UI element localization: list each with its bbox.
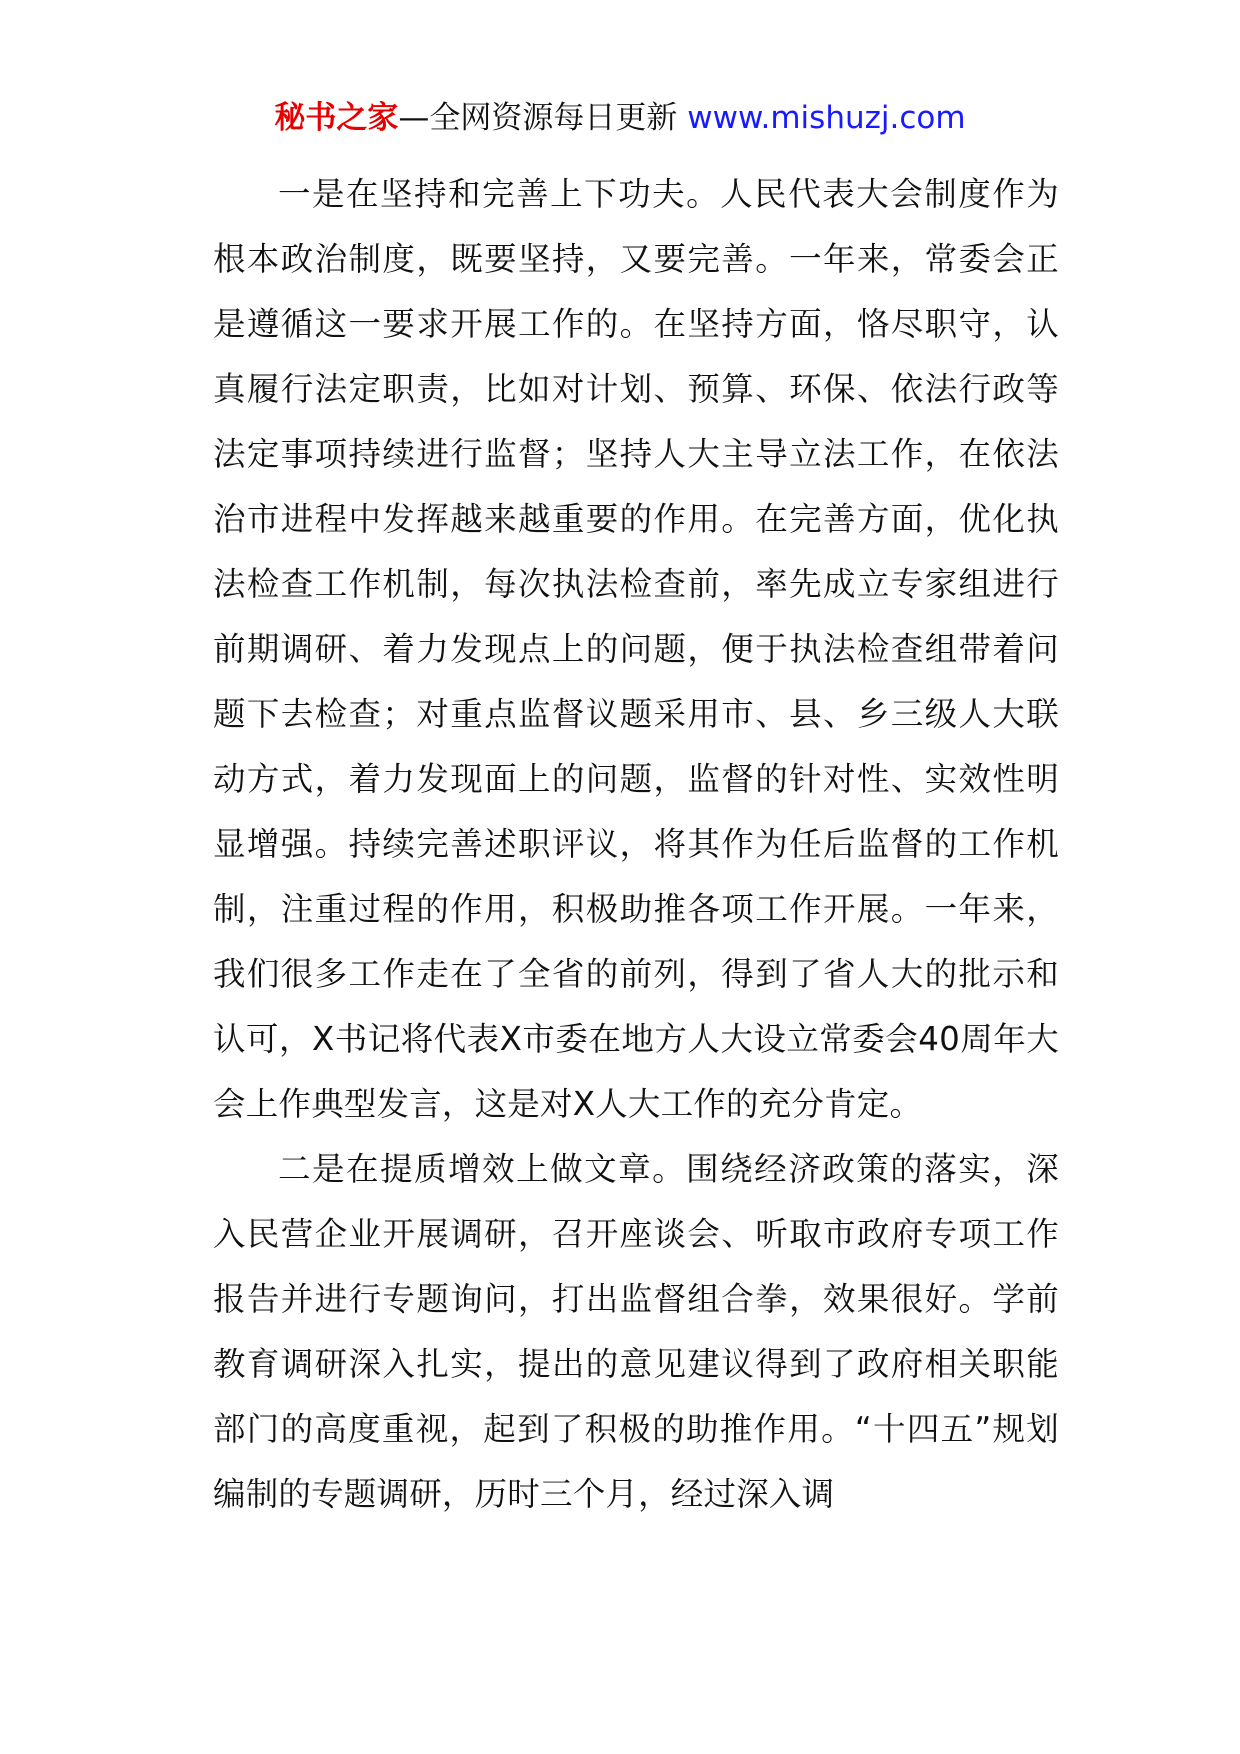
header-tagline: —全网资源每日更新 — [398, 100, 688, 136]
header-brand: 秘书之家 — [274, 100, 399, 136]
header-url-link[interactable]: www.mishuzj.com — [687, 100, 966, 136]
document-body — [213, 162, 1059, 1527]
paragraph-2: 二是在提质增效上做文章。围绕经济政策的落实，深入民营企业开展调研，召开座谈会、听取市政府专项工作报告并进行专题询问，打出监督组合拳，效果很好。学前教育调研深入扎实，提出的意见建议得到了政府相关职能部门的高度重视，起到了积极的助推作用。“十四五”规划编制的专题调研，历时三个月，经过深入调 — [213, 1150, 1059, 1513]
paragraph-1: 一是在坚持和完善上下功夫。人民代表大会制度作为根本政治制度，既要坚持，又要完善。一年来，常委会正是遵循这一要求开展工作的。在坚持方面，恪尽职守，认真履行法定职责，比如对计划、预算、环保、依法行政等法定事项持续进行监督；坚持人大主导立法工作，在依法治市进程中发挥越来越重要的作用。在完善方面，优化执法检查工作机制，每次执法检查前，率先成立专家组进行前期调研、着力发现点上的问题，便于执法检查组带着问题下去检查；对重点监督议题采用市、县、乡三级人大联动方式，着力发现面上的问题，监督的针对性、实效性明显增强。持续完善述职评议，将其作为任后监督的工作机制，注重过程的作用，积极助推各项工作开展。一年来，我们很多工作走在了全省的前列，得到了省人大的批示和认可，X书记将代表X市委在地方人大设立常委会40周年大会上作典型发言，这是对X人大工作的充分肯定。 — [213, 175, 1059, 1123]
page-header — [0, 98, 1240, 138]
